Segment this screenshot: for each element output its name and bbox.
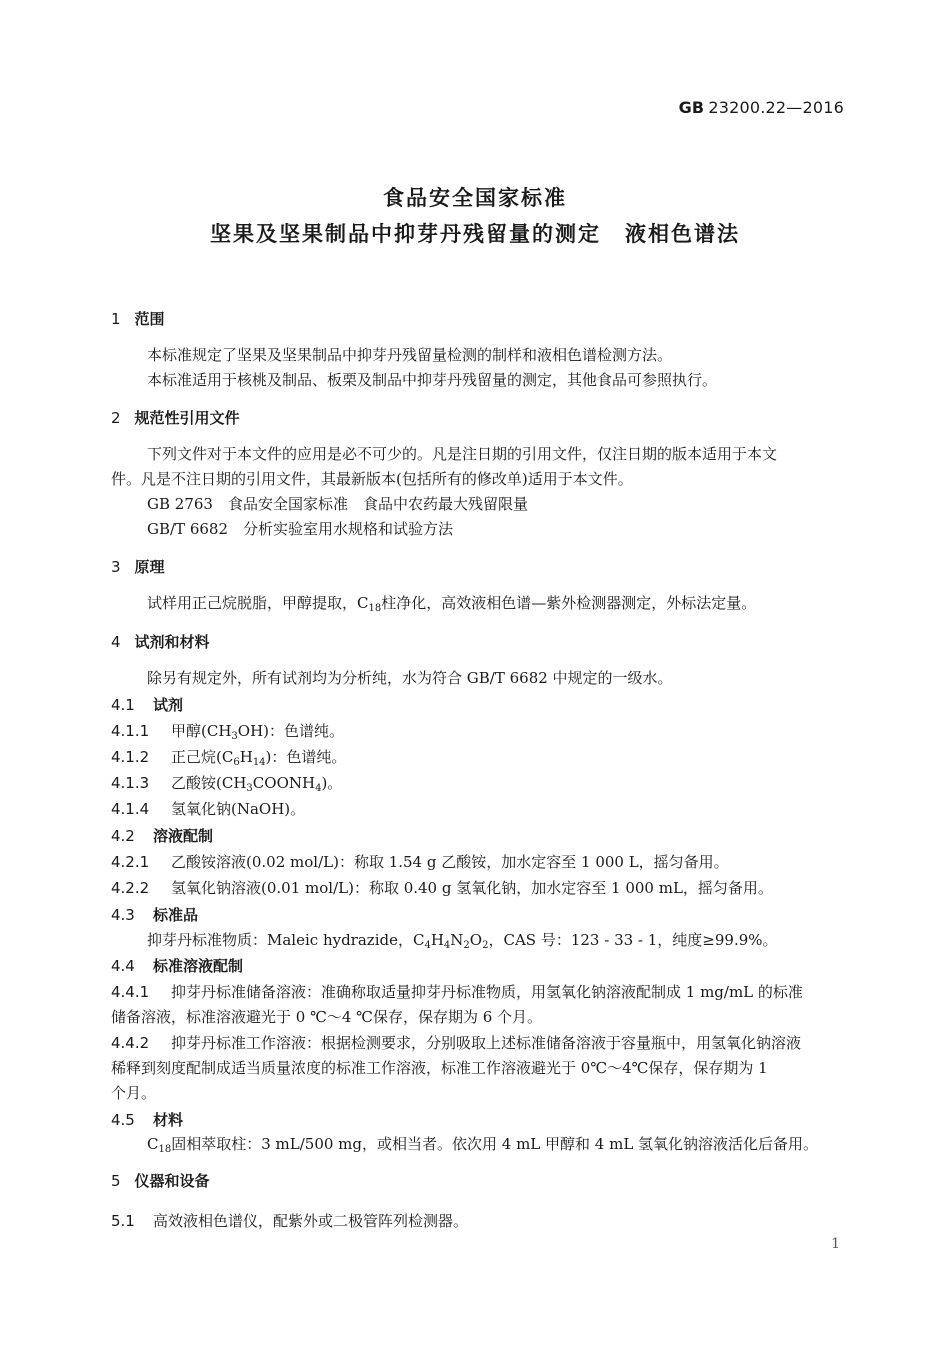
standard-code-prefix: GB [678, 98, 705, 117]
document-title-main: 坚果及坚果制品中抑芽丹残留量的测定 [210, 222, 601, 246]
item-5-1: 5.1 高效液相色谱仪，配紫外或二极管阵列检测器。 [111, 1212, 469, 1230]
item-4-2-2: 4.2.2 氢氧化钠溶液(0.01 mol/L)：称取 0.40 g 氢氧化钠，加水定容至 1 000 mL，摇匀备用。 [111, 879, 773, 897]
section-4-1-heading: 4.1 试剂 [111, 696, 184, 714]
section-4-2-heading: 4.2 溶液配制 [111, 827, 214, 845]
section-4-5-paragraph: $C_{18}$固相萃取柱：3 mL/500 mg，或相当者。依次用 4 mL 甲醇和 4 mL 氢氧化钠溶液活化后备用。 [147, 1135, 819, 1155]
section-4-3-paragraph: 抑芽丹标准物质：Maleic hydrazide，$C_4H_4N_2O_2$，CAS 号：123 - 33 - 1，纯度≥99.9%。 [147, 931, 778, 951]
item-4-4-2-line2: 稀释到刻度配制成适当质量浓度的标准工作溶液，标准工作溶液避光于 0℃～4℃保存，保存期为 1 [111, 1059, 768, 1077]
item-4-2-1: 4.2.1 乙酸铵溶液(0.02 mol/L)：称取 1.54 g 乙酸铵，加水定容至 1 000 L，摇匀备用。 [111, 853, 729, 871]
section-4-4-heading: 4.4 标准溶液配制 [111, 957, 244, 975]
section-3-paragraph: 试样用正己烷脱脂，甲醇提取，$C_{18}$柱净化，高效液相色谱—紫外检测器测定，外标法定量。 [147, 594, 757, 614]
item-4-4-1-line1: 4.4.1 抑芽丹标准储备溶液：准确称取适量抑芽丹标准物质，用氢氧化钠溶液配制成 1 mg/mL 的标准 [111, 983, 803, 1001]
section-2-heading: 2 规范性引用文件 [111, 409, 240, 427]
item-4-1-1: 4.1.1 甲醇$(CH_3OH)$：色谱纯。 [111, 722, 345, 742]
section-4-heading: 4 试剂和材料 [111, 633, 210, 651]
standard-code [679, 98, 844, 117]
item-4-1-2: 4.1.2 正己烷$(C_6H_{14})$：色谱纯。 [111, 748, 347, 768]
section-1-paragraph-1: 本标准规定了坚果及坚果制品中抑芽丹残留量检测的制样和液相色谱检测方法。 [147, 346, 673, 364]
item-4-4-1-line2: 储备溶液，标准溶液避光于 0 ℃～4 ℃保存，保存期为 6 个月。 [111, 1008, 543, 1026]
section-2-paragraph-line1: 下列文件对于本文件的应用是必不可少的。凡是注日期的引用文件，仅注日期的版本适用于本文 [147, 445, 778, 463]
section-3-heading: 3 原理 [111, 558, 165, 576]
standard-code-number: 23200.22—2016 [708, 98, 844, 117]
section-4-3-heading: 4.3 标准品 [111, 906, 199, 924]
document-title-line1: 食品安全国家标准 [383, 186, 567, 210]
section-5-heading: 5 仪器和设备 [111, 1172, 210, 1190]
section-4-paragraph: 除另有规定外，所有试剂均为分析纯，水为符合 GB/T 6682 中规定的一级水。 [147, 669, 673, 687]
section-4-5-heading: 4.5 材料 [111, 1111, 184, 1129]
document-title-method: 液相色谱法 [625, 222, 740, 246]
page-number: 1 [831, 1236, 840, 1252]
item-4-4-2-line3: 个月。 [111, 1084, 157, 1102]
reference-gb2763: GB 2763 食品安全国家标准 食品中农药最大残留限量 [147, 495, 528, 513]
reference-gbt6682: GB/T 6682 分析实验室用水规格和试验方法 [147, 520, 454, 538]
item-4-1-4: 4.1.4 氢氧化钠(NaOH)。 [111, 800, 306, 818]
section-1-heading: 1 范围 [111, 310, 165, 328]
document-title-line2 [0, 218, 950, 248]
section-1-paragraph-2: 本标准适用于核桃及制品、板栗及制品中抑芽丹残留量的测定，其他食品可参照执行。 [147, 371, 718, 389]
section-2-paragraph-line2: 件。凡是不注日期的引用文件，其最新版本(包括所有的修改单)适用于本文件。 [111, 470, 633, 488]
item-4-4-2-line1: 4.4.2 抑芽丹标准工作溶液：根据检测要求，分别吸取上述标准储备溶液于容量瓶中，用氢氧化钠溶液 [111, 1034, 802, 1052]
item-4-1-3: 4.1.3 乙酸铵$(CH_3COONH_4)$。 [111, 774, 343, 794]
